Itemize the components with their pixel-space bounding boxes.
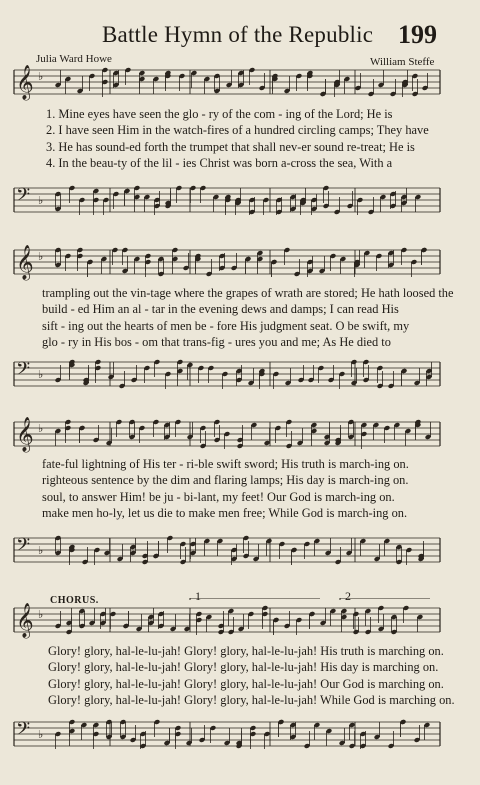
svg-text:♭: ♭ <box>38 544 44 557</box>
svg-text:♭: ♭ <box>38 250 44 263</box>
treble-clef-icon: 𝄞 <box>16 65 34 100</box>
lyric-line: sift - ing out the hearts of men be - fore His judgment seat. O be swift, my <box>42 318 410 333</box>
svg-text:♭: ♭ <box>38 70 44 83</box>
hymn-number: 199 <box>398 20 437 49</box>
first-ending-marker: 1 <box>195 589 201 603</box>
bass-staff <box>0 178 480 222</box>
lyric-line: make men ho-ly, let us die to make men free; While God is march-ing on. <box>42 505 408 520</box>
lyric-line: 1. Mine eyes have seen the glo - ry of the com - ing of the Lord; He is <box>46 107 393 121</box>
bass-staff-graphic <box>0 528 480 572</box>
treble-staff <box>0 598 480 642</box>
lyric-line: 2. I have seen Him in the watch-fires of a hundred circling camps; They have <box>46 123 429 138</box>
lyric-line: fate-ful lightning of His ter - ri-ble swift sword; His truth is march-ing on. <box>42 457 409 471</box>
author-credit: Julia Ward Howe <box>36 53 112 65</box>
bass-staff-graphic <box>0 178 480 222</box>
svg-text:♭: ♭ <box>38 608 44 621</box>
lyric-line: righteous sentence by the dim and flaring lamps; His day is march-ing on. <box>42 473 409 488</box>
svg-text:♭: ♭ <box>38 728 44 741</box>
lyric-line: 4. In the beau-ty of the lil - ies Christ was born a-cross the sea, With a <box>46 155 393 170</box>
svg-text:♭: ♭ <box>38 368 44 381</box>
svg-text:♭: ♭ <box>38 422 44 435</box>
lyric-line: Glory! glory, hal-le-lu-jah! Glory! glory, hal-le-lu-jah! Our God is marching on. <box>48 676 444 691</box>
hymn-title: Battle Hymn of the Republic <box>102 22 374 47</box>
treble-staff-graphic <box>0 240 480 284</box>
chorus-label: CHORUS. <box>50 595 99 606</box>
bass-staff <box>0 352 480 396</box>
treble-staff <box>0 412 480 456</box>
verse-lyrics-block <box>42 456 409 521</box>
bass-clef-icon: 𝄢 <box>16 185 31 210</box>
composer-credit: William Steffe <box>370 56 435 68</box>
treble-clef-icon: 𝄞 <box>16 245 34 280</box>
verse-lyrics-block <box>46 106 429 171</box>
lyric-line: glo - ry in His bos - om that trans-fig - ures you and me; As He died to <box>42 334 391 349</box>
lyric-line: trampling out the vin-tage where the grapes of wrath are stored; He hath loosed the <box>42 286 454 300</box>
lyric-line: Glory! glory, hal-le-lu-jah! Glory! glory, hal-le-lu-jah! While God is marching on. <box>48 692 455 707</box>
treble-staff-graphic <box>0 60 480 104</box>
bass-clef-icon: 𝄢 <box>16 719 31 744</box>
second-ending-marker: 2 <box>345 589 351 603</box>
lyric-line: Glory! glory, hal-le-lu-jah! Glory! glory, hal-le-lu-jah! His day is marching on. <box>48 660 439 675</box>
bass-staff <box>0 528 480 572</box>
svg-text:♭: ♭ <box>38 194 44 207</box>
verse-lyrics-block <box>42 285 454 350</box>
bass-staff-graphic <box>0 712 480 756</box>
bass-clef-icon: 𝄢 <box>16 535 31 560</box>
bass-staff-graphic <box>0 352 480 396</box>
bass-staff <box>0 712 480 756</box>
treble-staff-graphic <box>0 412 480 456</box>
treble-staff <box>0 240 480 284</box>
treble-staff <box>0 60 480 104</box>
lyric-line: 3. He has sound-ed forth the trumpet that shall nev-er sound re-treat; He is <box>46 139 415 154</box>
treble-clef-icon: 𝄞 <box>16 417 34 452</box>
lyric-line: soul, to answer Him! be ju - bi-lant, my feet! Our God is march-ing on. <box>42 489 395 504</box>
lyric-line: Glory! glory, hal-le-lu-jah! Glory! glory, hal-le-lu-jah! His truth is marching on. <box>48 644 444 658</box>
treble-clef-icon: 𝄞 <box>16 603 34 638</box>
lyric-line: build - ed Him an al - tar in the evening dews and damps; I can read His <box>42 302 399 317</box>
bass-clef-icon: 𝄢 <box>16 359 31 384</box>
treble-staff-graphic <box>0 598 480 642</box>
chorus-lyrics-block <box>48 643 455 708</box>
